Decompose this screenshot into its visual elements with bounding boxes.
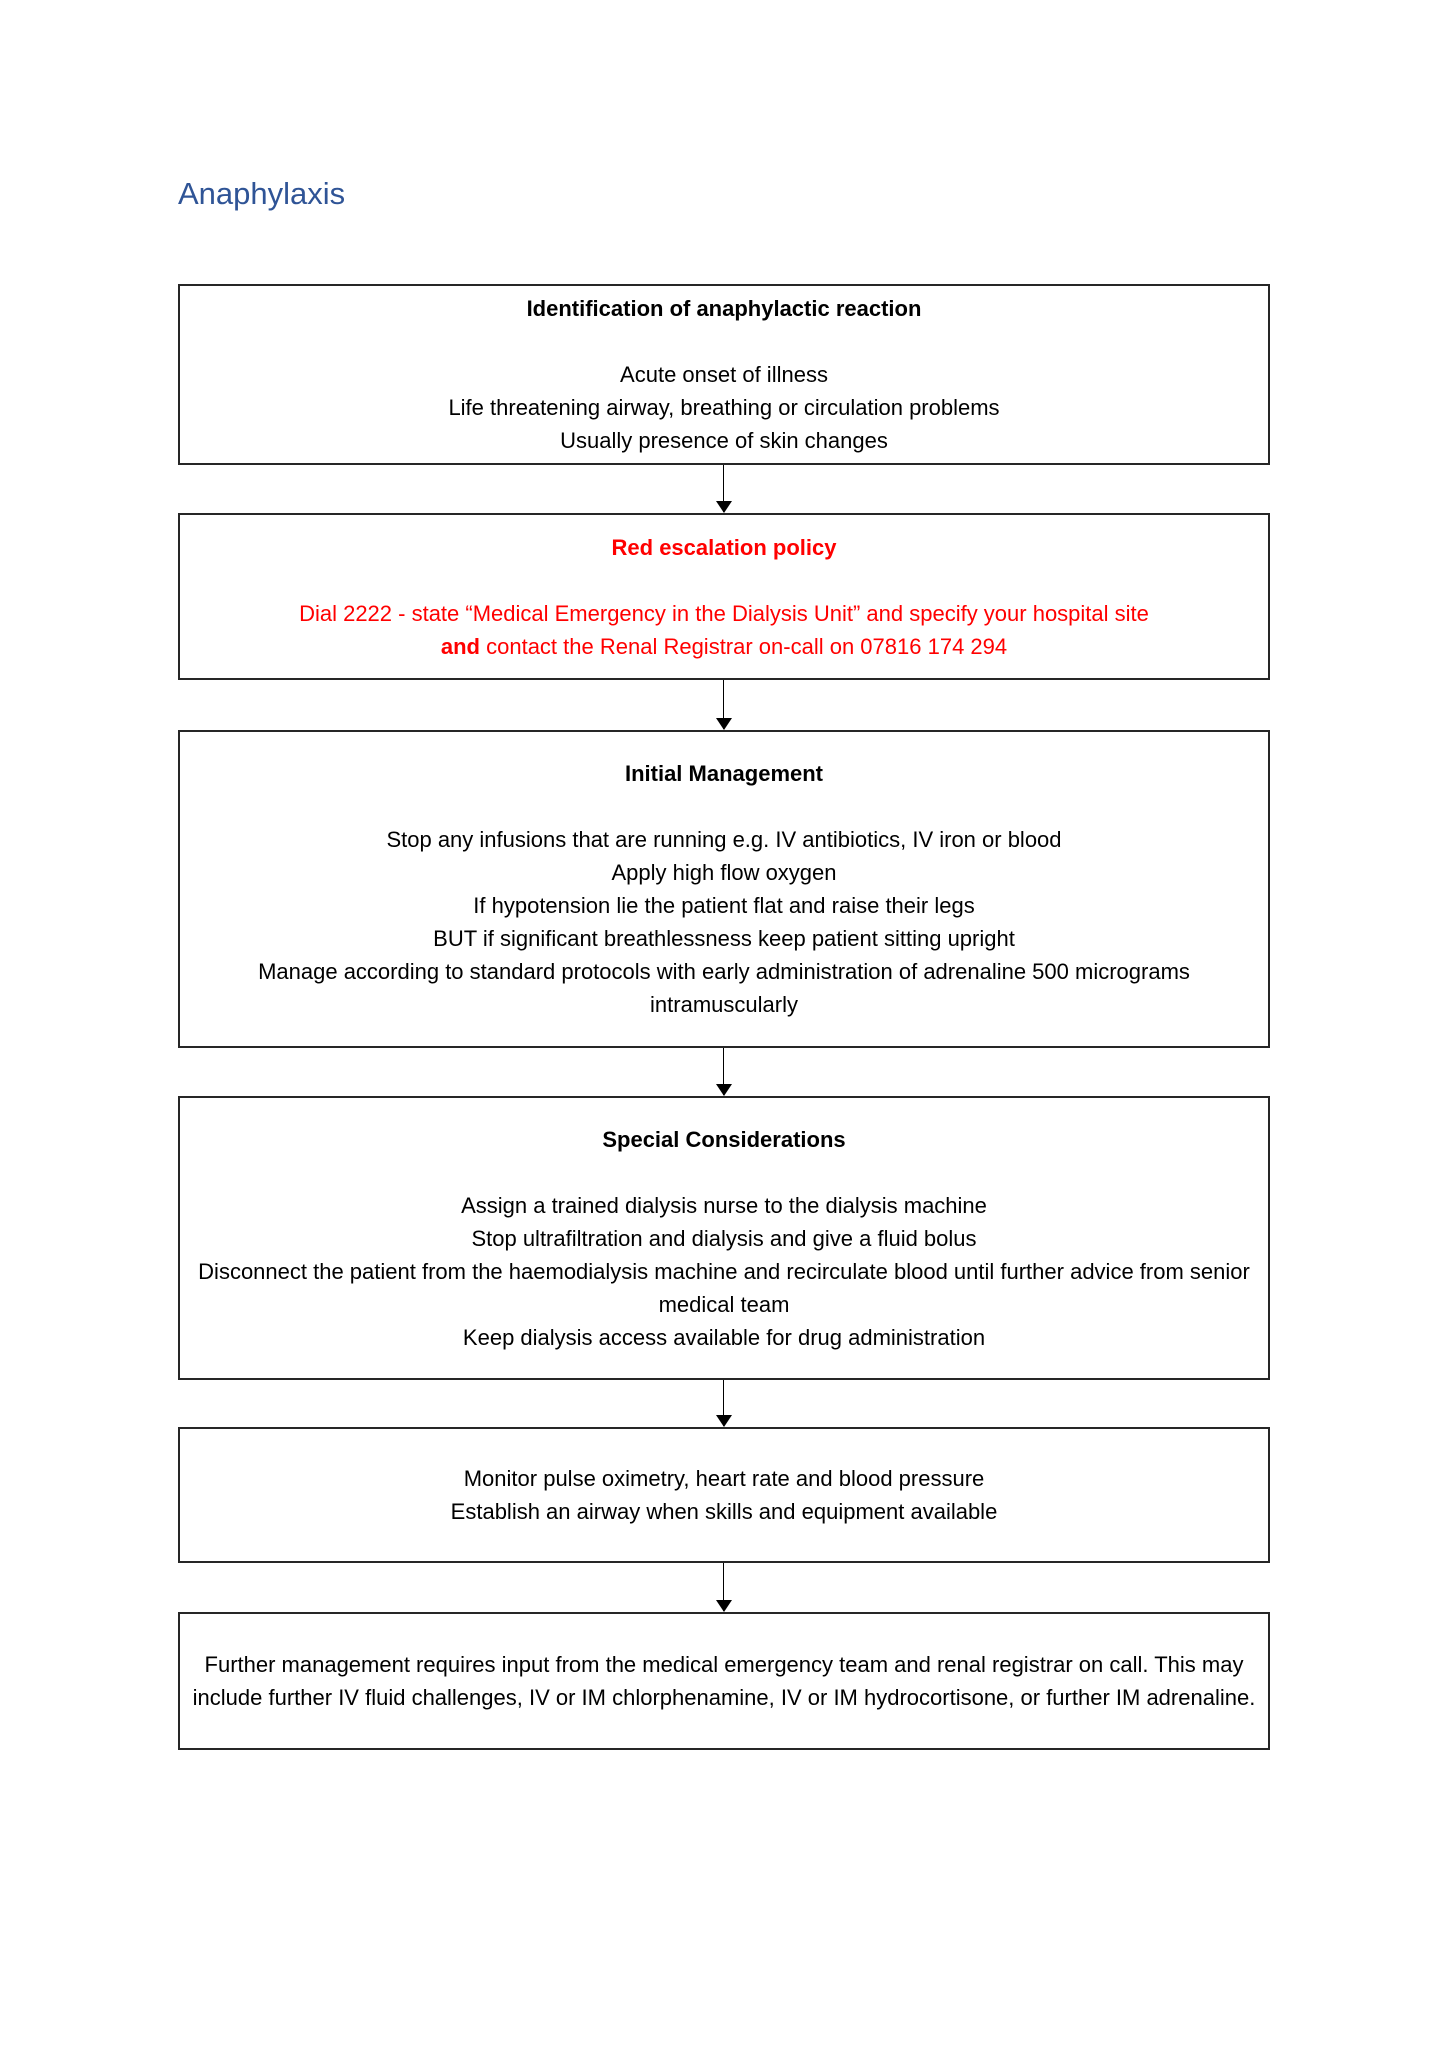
arrow-head-icon xyxy=(716,501,732,513)
box-line: BUT if significant breathlessness keep patient sitting upright xyxy=(433,926,1015,951)
box-line: Apply high flow oxygen xyxy=(611,860,837,885)
flow-arrow-down xyxy=(178,680,1270,730)
box-line: Keep dialysis access available for drug administration xyxy=(462,1324,986,1350)
flow-arrow-down xyxy=(178,465,1270,513)
page-title: Anaphylaxis xyxy=(178,176,346,211)
bold-text: and xyxy=(440,633,480,659)
box-line: If hypotension lie the patient flat and raise their legs xyxy=(473,893,975,918)
flow-arrow-down xyxy=(178,1563,1270,1612)
text-segment: contact the Renal Registrar on-call on 07816 174 294 xyxy=(480,633,1008,659)
box-title-identification: Identification of anaphylactic reaction xyxy=(526,296,922,321)
arrow-head-icon xyxy=(716,1600,732,1612)
box-title-red-escalation-policy: Red escalation policy xyxy=(611,534,837,560)
box-title-special-considerations: Special Considerations xyxy=(602,1126,846,1152)
box-line: Monitor pulse oximetry, heart rate and blood pressure xyxy=(463,1466,985,1491)
flow-box-further-management xyxy=(178,1612,1270,1750)
arrow-head-icon xyxy=(716,718,732,730)
box-line: Stop any infusions that are running e.g. IV antibiotics, IV iron or blood xyxy=(386,827,1062,852)
box-line: Assign a trained dialysis nurse to the dialysis machine xyxy=(461,1192,987,1218)
flow-box-identification xyxy=(178,284,1270,465)
arrow-head-icon xyxy=(716,1084,732,1096)
box-line: Usually presence of skin changes xyxy=(560,428,888,453)
flow-arrow-down xyxy=(178,1380,1270,1427)
box-line: Dial 2222 - state “Medical Emergency in the Dialysis Unit” and specify your hospital site xyxy=(299,600,1149,626)
flow-box-red-escalation-policy xyxy=(178,513,1270,680)
box-title-initial-management: Initial Management xyxy=(624,761,824,786)
flowchart xyxy=(178,284,1270,1750)
box-line: Disconnect the patient from the haemodialysis machine and recirculate blood until further advice from senior medical team xyxy=(198,1258,1250,1317)
arrow-head-icon xyxy=(716,1415,732,1427)
box-line: Further management requires input from the medical emergency team and renal registrar on call. This may include further IV fluid challenges, IV or IM chlorphenamine, IV or IM hydrocortisone, or further IM adrenaline. xyxy=(192,1652,1256,1710)
box-line: Stop ultrafiltration and dialysis and give a fluid bolus xyxy=(471,1225,977,1251)
flow-arrow-down xyxy=(178,1048,1270,1096)
box-line xyxy=(194,630,1254,663)
flow-box-initial-management xyxy=(178,730,1270,1048)
box-line: Manage according to standard protocols with early administration of adrenaline 500 micrograms intramuscularly xyxy=(258,959,1190,1017)
box-line: Life threatening airway, breathing or circulation problems xyxy=(448,395,1000,420)
flow-box-monitoring xyxy=(178,1427,1270,1563)
flow-box-special-considerations xyxy=(178,1096,1270,1380)
box-line: Establish an airway when skills and equipment available xyxy=(450,1499,998,1524)
box-line: Acute onset of illness xyxy=(620,362,828,387)
